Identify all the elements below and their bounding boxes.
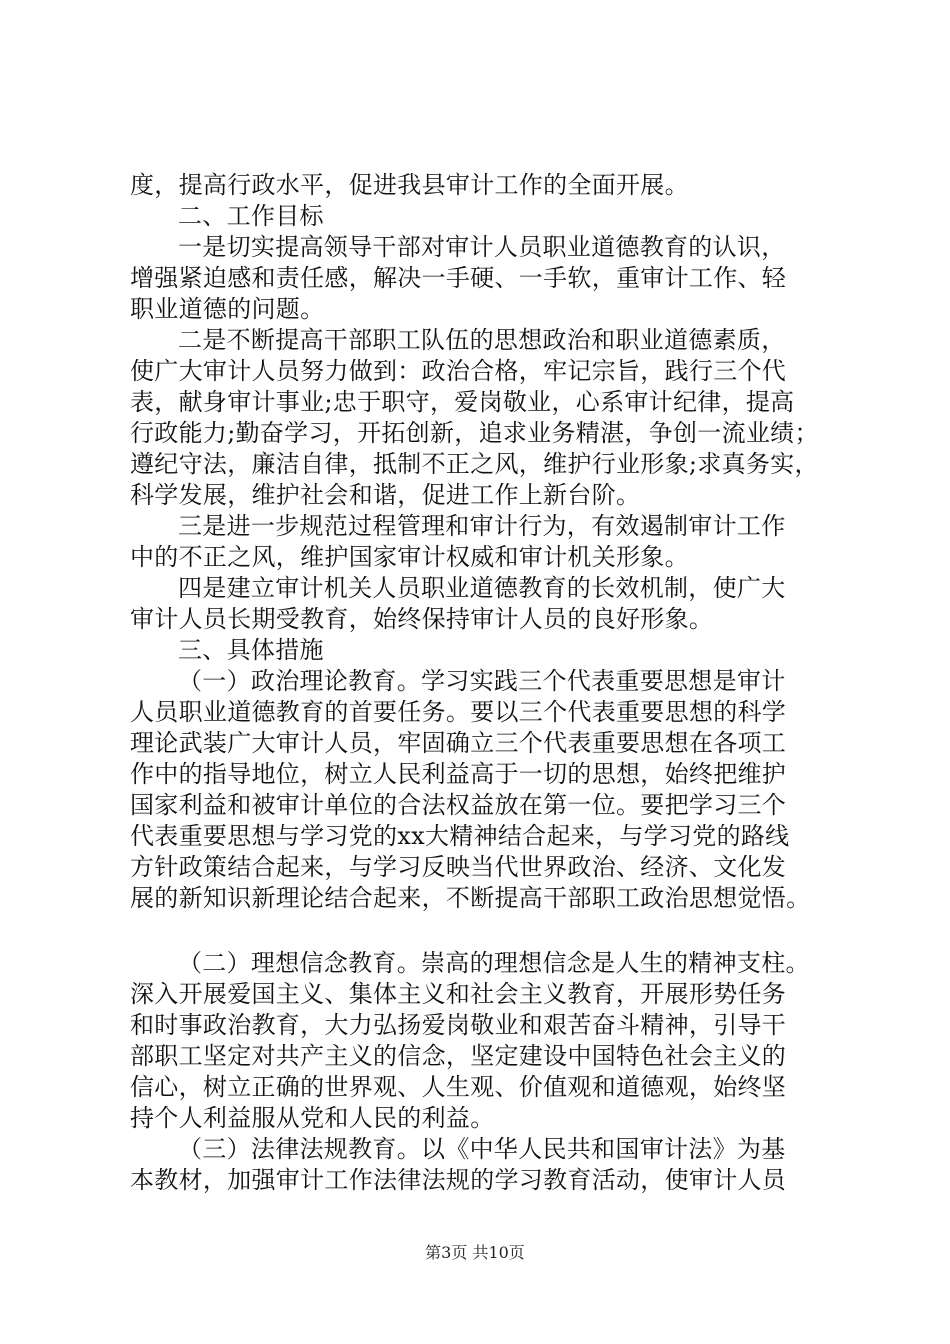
text-line: 中的不正之风，维护国家审计权威和审计机关形象。 [130, 543, 689, 571]
text-line: 表，献身审计事业;忠于职守，爱岗敬业，心系审计纪律，提高 [130, 388, 795, 416]
text-line: 人员职业道德教育的首要任务。要以三个代表重要思想的科学 [130, 698, 787, 726]
text-line: 二是不断提高干部职工队伍的思想政治和职业道德素质， [178, 326, 786, 354]
page-footer: 第3页 共10页 [425, 1243, 525, 1262]
document-body [130, 170, 830, 1196]
text-line: 信心，树立正确的世界观、人生观、价值观和道德观，始终坚 [130, 1073, 787, 1101]
text-line: 审计人员长期受教育，始终保持审计人员的良好形象。 [130, 605, 714, 633]
text-line: 度，提高行政水平，促进我县审计工作的全面开展。 [130, 171, 689, 199]
text-line: 持个人利益服从党和人民的利益。 [130, 1104, 495, 1132]
text-line: 深入开展爱国主义、集体主义和社会主义教育，开展形势任务 [130, 980, 787, 1008]
text-line: 代表重要思想与学习党的xx大精神结合起来，与学习党的路线 [130, 822, 790, 850]
text-line: 作中的指导地位，树立人民利益高于一切的思想，始终把维护 [130, 760, 787, 788]
text-line: 国家利益和被审计单位的合法权益放在第一位。要把学习三个 [130, 791, 787, 819]
text-line: 方针政策结合起来，与学习反映当代世界政治、经济、文化发 [130, 853, 787, 881]
text-line: 和时事政治教育，大力弘扬爱岗敬业和艰苦奋斗精神，引导干 [130, 1011, 787, 1039]
text-line: 职业道德的问题。 [130, 295, 325, 323]
text-line: 遵纪守法，廉洁自律，抵制不正之风，维护行业形象;求真务实， [130, 450, 819, 478]
text-line: 二、工作目标 [178, 202, 324, 230]
text-line: 三、具体措施 [178, 636, 324, 664]
text-line: 增强紧迫感和责任感，解决一手硬、一手软，重审计工作、轻 [130, 264, 787, 292]
text-line: 本教材，加强审计工作法律法规的学习教育活动，使审计人员 [130, 1166, 787, 1194]
text-line: （二）理想信念教育。崇高的理想信念是人生的精神支柱。 [178, 949, 810, 977]
text-line: 四是建立审计机关人员职业道德教育的长效机制，使广大 [178, 574, 786, 602]
text-line: 行政能力;勤奋学习，开拓创新，追求业务精湛，争创一流业绩； [130, 419, 819, 447]
text-line: （三）法律法规教育。以《中华人民共和国审计法》为基 [178, 1135, 786, 1163]
text-line: （一）政治理论教育。学习实践三个代表重要思想是审计 [178, 667, 786, 695]
text-line: 部职工坚定对共产主义的信念，坚定建设中国特色社会主义的 [130, 1042, 787, 1070]
text-line: 科学发展，维护社会和谐，促进工作上新台阶。 [130, 481, 641, 509]
text-line: 展的新知识新理论结合起来，不断提高干部职工政治思想觉悟。 [130, 884, 811, 912]
text-line: 理论武装广大审计人员，牢固确立三个代表重要思想在各项工 [130, 729, 787, 757]
paragraph-spacer [130, 914, 830, 948]
text-line: 使广大审计人员努力做到：政治合格，牢记宗旨，践行三个代 [130, 357, 787, 385]
text-line: 一是切实提高领导干部对审计人员职业道德教育的认识， [178, 233, 786, 261]
text-line: 三是进一步规范过程管理和审计行为，有效遏制审计工作 [178, 512, 786, 540]
